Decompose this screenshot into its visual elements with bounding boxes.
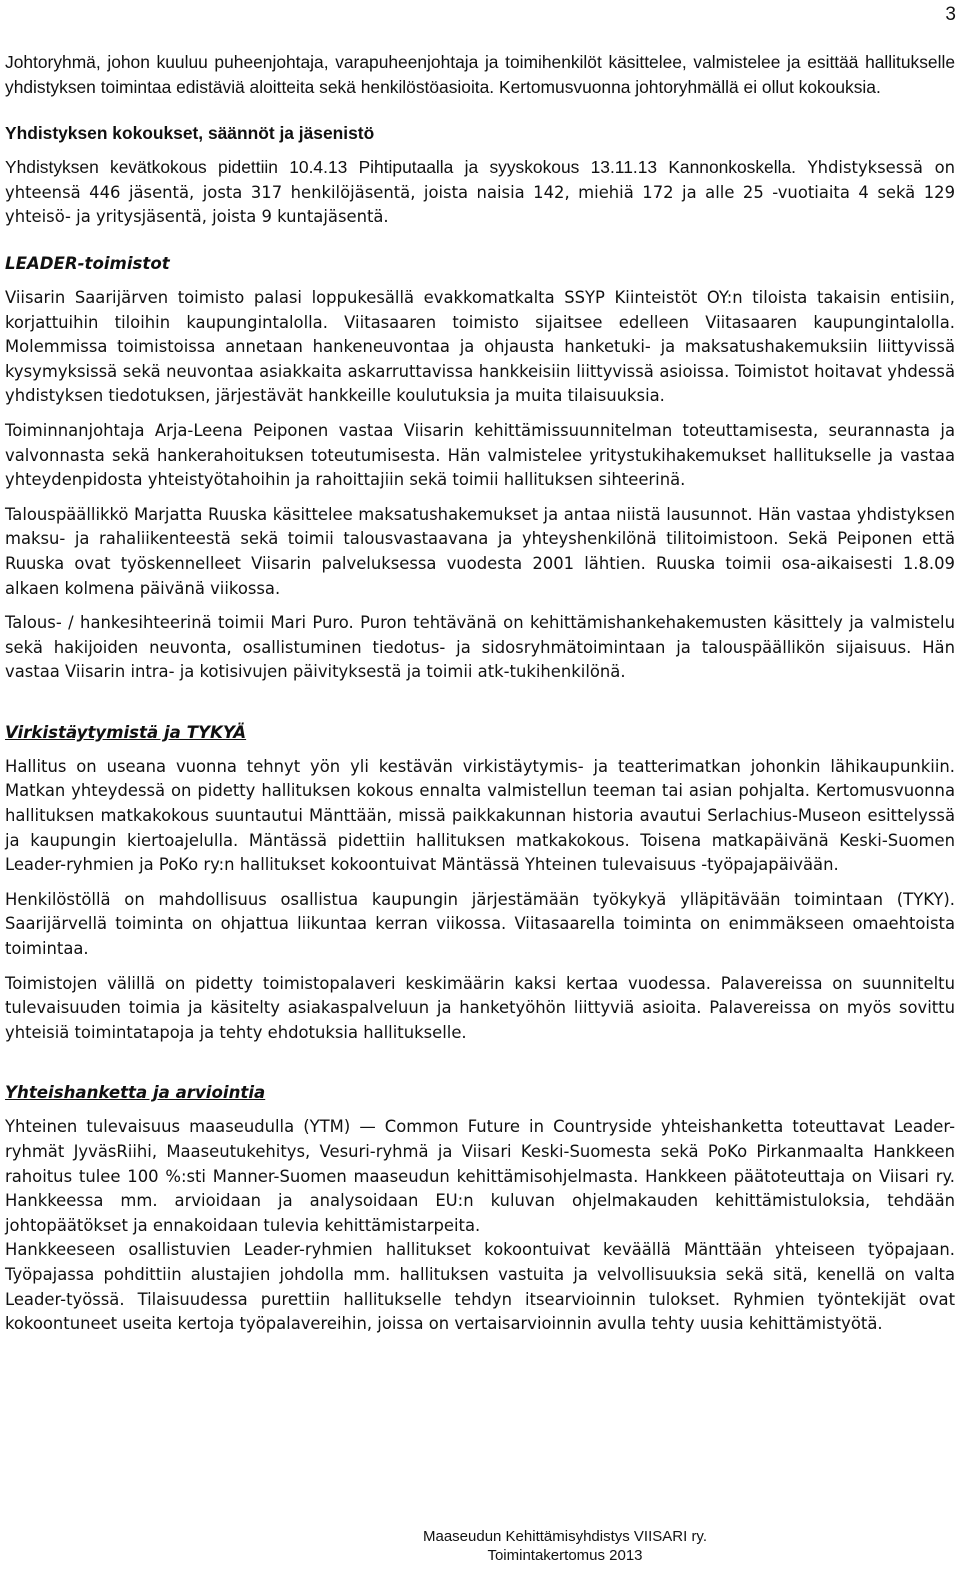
joint-project-heading: Yhteishanketta ja arviointia <box>5 1083 266 1103</box>
meetings-heading: Yhdistyksen kokoukset, säännöt ja jäsenistö <box>5 123 375 144</box>
recreation-paragraph-2: Henkilöstöllä on mahdollisuus osallistua kaupungin järjestämään työkykyä ylläpitävään toimintaan (TYKY). Saarijärvellä toiminta on ohjattua liikuntaa kerran viikossa. Viitasaarella toiminta on enimmäkseen omaehtoista toimintaa. <box>5 889 955 959</box>
recreation-heading: Virkistäytymistä ja TYKYÄ <box>5 722 247 742</box>
document-body <box>5 50 955 1337</box>
recreation-paragraph-3: Toimistojen välillä on pidetty toimistopalaveri keskimäärin kaksi kertaa vuodessa. Palavereissa on suunniteltu tulevaisuuden toimia ja käsitelty asiakaspalveluun ja hanketyöhön liittyviä asioita. Palavereissa on myös sovittu yhteisiä toimintatapoja ja tehty ehdotuksia hallitukselle. <box>5 973 955 1042</box>
leader-offices-paragraph-2: Toiminnanjohtaja Arja-Leena Peiponen vastaa Viisarin kehittämissuunnitelman toteuttamisesta, seurannasta ja valvonnasta sekä hankerahoituksen toteutumisesta. Hän valmistelee yritystukihakemukset hallitukselle ja vastaa yhteydenpidosta yhteistyötahoihin ja rahoittajiin sekä toimii hallituksen sihteerinä. <box>5 420 955 490</box>
page-number: 3 <box>945 4 956 25</box>
footer-report-title: Toimintakertomus 2013 <box>487 1547 643 1564</box>
meetings-paragraph-arial: Yhdistyksen kevätkokous pidettiin 10.4.13 Pihtiputaalla ja syyskokous 13.11.13 Kannonkoskella. <box>5 157 796 178</box>
leader-offices-paragraph-1: Viisarin Saarijärven toimisto palasi loppukesällä evakkomatkalta SSYP Kiinteistöt OY:n tiloista takaisin entisiin, korjattuihin tiloihin kaupungintalolla. Viitasaaren toimisto sijaitsee edelleen Viitasaaren kaupungintalolla. Molemmissa toimistoissa annetaan hankeneuvontaa ja ohjausta hanketuki- ja maksatushakemuksiin liittyvissä kysymyksissä sekä neuvontaa asiakkaita askarruttavissa hankkeisiin liittyvissä asioissa. Toimistot hoitavat yhdessä yhdistyksen tiedotuksen, järjestävät hankkeille koulutuksia ja muita tilaisuuksia. <box>5 287 955 406</box>
joint-project-paragraph-2: Hankkeeseen osallistuvien Leader-ryhmien hallitukset kokoontuivat keväällä Mänttään yhteiseen työpajaan. Työpajassa pohdittiin alustajien johdolla mm. hallituksen vastuita ja velvollisuuksia sekä sitä, kenellä on valta Leader-työssä. Tilaisuudessa purettiin hallitukselle tehdyn itsearvioinnin tulokset. Ryhmien työntekijät ovat kokoontuneet useita kertoja työpalavereihin, joissa on vertaisarvioinnin avulla tehty uusia kehittämistyötä. <box>5 1240 955 1334</box>
intro-paragraph: Johtoryhmä, johon kuuluu puheenjohtaja, varapuheenjohtaja ja toimihenkilöt käsittelee, valmistelee ja esittää hallitukselle yhdistyksen toimintaa edistäviä aloitteita sekä henkilöstöasioita. Kertomusvuonna johtoryhmällä ei ollut kokouksia. <box>5 52 955 97</box>
meetings-paragraph-rest: Yhdistyksessä on yhteensä 446 jäsentä, josta 317 henkilöjäsentä, joista naisia 142, miehiä 172 ja alle 25 -vuotiaita 4 sekä 129 yhteisö- ja yritysjäsentä, joista 9 kuntajäsentä. <box>5 158 955 227</box>
intro-section <box>5 50 955 99</box>
leader-offices-paragraph-4: Talous- / hankesihteerinä toimii Mari Puro. Puron tehtävänä on kehittämishankehakemusten käsittely ja valmistelu sekä hakijoiden neuvonta, osallistuminen tiedotus- ja sidosryhmätoimintaan ja talouspäällikön sijaisuus. Hän vastaa Viisarin intra- ja kotisivujen päivityksestä ja toimii atk-tukihenkilönä. <box>5 613 955 682</box>
page-footer <box>0 1527 960 1565</box>
leader-offices-heading: LEADER-toimistot <box>5 253 170 273</box>
footer-organization: Maaseudun Kehittämisyhdistys VIISARI ry. <box>422 1528 707 1545</box>
recreation-paragraph-1: Hallitus on useana vuonna tehnyt yön yli kestävän virkistäytymis- ja teatterimatkan johonkin lähikaupunkiin. Matkan yhteydessä on pidetty hallituksen kokous ennalta valmistellun teeman tai asian pohjalta. Kertomusvuonna hallituksen matkakokous suuntautui Mänttään, missä paikkakunnan historia avautui Serlachius-Museon esittelyssä ja kaupungin kiertoajelulla. Mäntässä pidettiin hallituksen matkakokous. Toisena matkapäivänä Keski-Suomen Leader-ryhmien ja PoKo ry:n hallitukset kokoontuivat Mäntässä Yhteinen tulevaisuus -työpajapäivään. <box>5 756 955 875</box>
joint-project-paragraph-1: Yhteinen tulevaisuus maaseudulla (YTM) — Common Future in Countryside yhteishanketta toteuttavat Leader-ryhmät JyväsRiihi, Maaseutukehitys, Vesuri-ryhmä ja Viisari Keski-Suomesta sekä PoKo Pirkanmaalta Hankkeen rahoitus tulee 100 %:sti Manner-Suomen maaseudun kehittämisohjelmasta. Hankkeen päätoteuttaja on Viisari ry. Hankkeessa mm. arvioidaan ja analysoidaan EU:n kuluvan ohjelmakauden kehittämistuloksia, tehdään johtopäätökset ja ennakoidaan tulevia kehittämistarpeita. <box>5 1117 955 1235</box>
meetings-paragraph <box>5 155 955 230</box>
leader-offices-paragraph-3: Talouspäällikkö Marjatta Ruuska käsittelee maksatushakemukset ja antaa niistä lausunnot. Hän vastaa yhdistyksen maksu- ja rahaliikenteestä sekä toimii talousvastaavana ja yhteyshenkilönä tilitoimistoon. Sekä Peiponen että Ruuska ovat työskennelleet Viisarin palveluksessa vuodesta 2001 lähtien. Ruuska toimii osa-aikaisesti 1.8.09 alkaen kolmena päivänä viikossa. <box>5 504 955 598</box>
